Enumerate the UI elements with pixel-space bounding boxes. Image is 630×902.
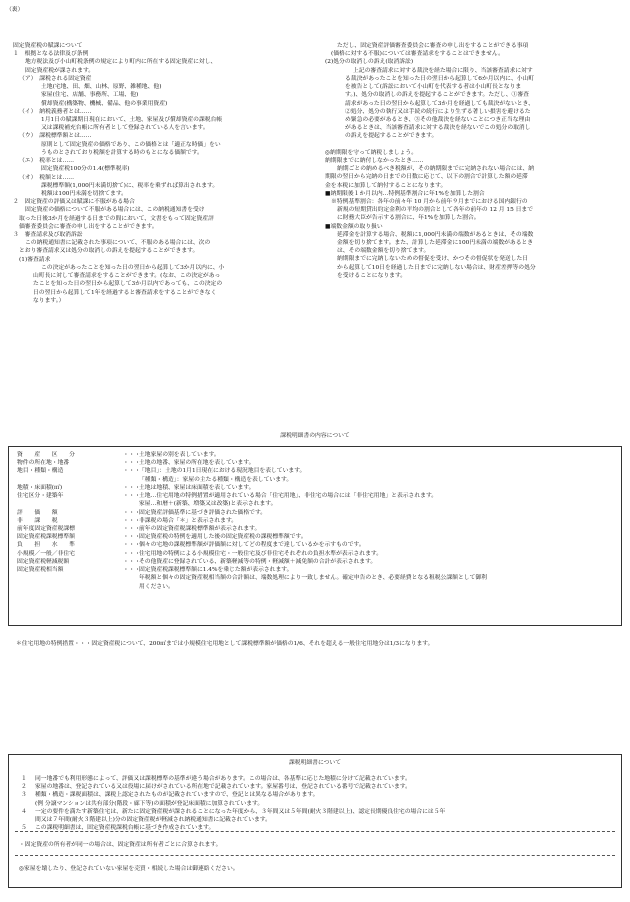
text-line: を受けることになります。 — [337, 272, 407, 279]
meisai-row-label: 前年度固定資産税課標 — [17, 525, 75, 532]
saimoku-item-number: １ — [21, 776, 27, 782]
meisai-row-separator — [123, 476, 139, 484]
header-label: （裏） — [6, 7, 24, 13]
text-line: ■納期限後１か月以内…特例基準割合に年1%を加算した割合 — [325, 190, 485, 197]
meisai-row — [17, 550, 487, 558]
meisai-row-label: 小規模／一般／非住宅 — [17, 550, 75, 557]
tax-notice-left-column — [13, 42, 311, 305]
meisai-row-label: 固定資産税課税標準額 — [17, 534, 75, 541]
meisai-rows — [17, 451, 487, 591]
meisai-footnote: ＊住宅用地の特例措置・・・固定資産税について、200㎡までは小規模住宅用地として課税標準額が価格の1/6、それを超える一般住宅用地分は1/3になります。 — [16, 641, 434, 647]
text-line: なります。） — [33, 297, 65, 304]
text-line: は、その端数金額を切り捨てます。 — [337, 248, 430, 255]
meisai-row — [17, 541, 487, 549]
meisai-row-separator: ・・・ — [123, 534, 141, 541]
text-line: す。)、処分の取消しの訴えを提起することができます。ただし、①審査 — [345, 92, 529, 99]
saimoku-box — [8, 754, 622, 888]
text-line: （ウ） 課税標準額とは…… — [19, 133, 92, 140]
text-line: うものとされており税額を計算する時のもとになる価額です。 — [41, 149, 203, 156]
saimoku-item-text: この課税明細書は、固定資産税課税台帳に基づき作成されています。 — [35, 825, 215, 832]
meisai-row-label: 地積・床面積(㎡) — [17, 484, 63, 491]
saimoku-item-text: (例 分譲マンションは共有部分(階段・廊下等)の面積が登記床面積に加算されています。 — [35, 800, 264, 807]
meisai-row-separator — [123, 574, 139, 582]
text-line — [325, 141, 625, 149]
meisai-row-separator — [123, 583, 139, 591]
text-line: 山町長に対して審査請求をすることができます。(なお、この決定があっ — [33, 273, 221, 280]
text-line: め緊急の必要があるとき、③その他裁決を経ないことにつき正当な理由 — [345, 116, 531, 123]
text-line: ただし、固定資産評価審査委員会に審査の申し出をすることができる事項 — [337, 43, 529, 49]
tax-notice-right-column — [325, 42, 625, 280]
text-line: 1月1日の賦課期日現在において、土地、家屋及び償却資産の課税台帳 — [41, 116, 223, 123]
text-line: 土地(宅地、田、畑、山林、原野、雑種地、他) — [41, 84, 162, 91]
text-line: （イ） 納税義務者とは…… — [19, 108, 92, 115]
text-line: とおり審査請求又は処分の取消しの訴えを提起することができます。 — [19, 248, 199, 255]
text-line: ２ 固定資産の評価又は賦課に不服がある場合 — [13, 199, 135, 206]
saimoku-item-number: ４ — [21, 808, 27, 815]
meisai-row — [17, 500, 487, 508]
text-line: 地方税法及び小山町税条例の規定により町内に所在する固定資産に対し、 — [25, 59, 217, 66]
saimoku-item-text: 間又は７年間(耐火３階建以上)分の固定資産税が軽減され納税通知書に記載されています。 — [35, 817, 271, 824]
meisai-row-text: 固定資産税の特例を適用した後の固定資産税の課税標準額です。 — [139, 534, 307, 541]
text-line: を被告として(訴訟において小山町を代表する者は小山町長となりま — [345, 84, 522, 91]
saimoku-item — [21, 783, 445, 791]
meisai-row — [17, 492, 487, 500]
text-line: 納期ごとの納めるべき税額が、その納期限までに完納されない場合には、納 — [337, 166, 535, 173]
meisai-row-label — [17, 583, 123, 591]
meisai-row-separator: ・・・ — [123, 484, 141, 491]
saimoku-item — [21, 800, 445, 808]
meisai-row — [17, 451, 487, 459]
meisai-row-text: 年税額と個々の固定資産税相当額の合計額は、端数処理により一致しません。確定申告のとき、必要経費となる租税公課額として御利 — [139, 575, 487, 582]
divider — [15, 855, 615, 856]
meisai-row — [17, 476, 487, 484]
meisai-row-text: 個々の宅地の課税標準額が評価額に対してどの程度まで達しているかを示すものです。 — [139, 542, 365, 549]
meisai-row-label: 固定資産税相当額 — [17, 567, 64, 574]
meisai-row-text: 「地目」：土地の1月1日現在における現況地目を表しています。 — [139, 468, 306, 475]
meisai-row — [17, 467, 487, 475]
meisai-row-label — [17, 500, 123, 508]
meisai-row-separator: ・・・ — [123, 493, 141, 500]
text-line: 納期限までに納付しなかったとき…… — [325, 157, 424, 164]
text-line: 日の翌日から起算して1年を経過すると審査請求をすることができなく — [33, 289, 217, 296]
meisai-row-label: 物件の所在地・地番 — [17, 460, 70, 467]
saimoku-item-number — [21, 800, 35, 808]
meisai-row-label — [17, 476, 123, 484]
saimoku-item — [21, 775, 445, 783]
meisai-row-label: 固定資産税軽減税額 — [17, 558, 70, 565]
meisai-row-separator: ・・・ — [123, 525, 141, 532]
meisai-row-label: 資 産 区 分 — [17, 452, 75, 458]
text-line: ■端数金額の取り扱い — [325, 223, 383, 230]
saimoku-items — [21, 775, 445, 833]
meisai-row — [17, 525, 487, 533]
text-line: があるときは、当該審査請求に対する裁決を経ないでこの処分の取消し — [345, 125, 531, 132]
text-line: 金額を切り捨てます。また、計算した延滞金に100円未満の端数があるとき — [337, 240, 534, 247]
saimoku-item — [21, 816, 445, 824]
meisai-row-text: 用ください。 — [139, 583, 174, 590]
text-line: ②処分、処分の執行又は手続の続行により生ずる著しい損害を避けるた — [345, 108, 531, 115]
saimoku-title: 課税明細書について — [288, 760, 342, 766]
meisai-row-text: 前年の固定資産税課税標準額が表示されます。 — [139, 525, 261, 532]
meisai-row-text: 土地は地積、家屋は床面積を表しています。 — [139, 484, 255, 491]
text-line: この納税通知書に記載された事項について、不服のある場合には、次の — [25, 240, 211, 247]
saimoku-item-text: 家屋の地番は、登記されている又は役場に届けがされている所在地で記載されています。家屋番号は、登記されている番号で記載されています。 — [35, 784, 411, 791]
meisai-row — [17, 517, 487, 525]
meisai-row-text: その他資産に登録されている、新築軽減等の特例・軽減額＋減免額の合計が表示されます。 — [139, 558, 377, 565]
saimoku-item — [21, 791, 445, 799]
text-line: 固定資産税100分の1.4(標準税率) — [41, 166, 130, 173]
text-line: 納期限までに完納しないための督促を受け、かつその督促状を発送した日 — [337, 256, 529, 263]
meisai-row-separator: ・・・ — [123, 550, 141, 557]
meisai-row-separator: ・・・ — [123, 452, 141, 458]
text-line: から起算して10日を経過した日までに完納しない場合は、財産差押等の処分 — [337, 264, 536, 271]
saimoku-note-owner: ・固定資産の所有者が同一の場合は、固定資産は所有者ごとに合算されます。 — [19, 842, 222, 848]
text-line: 税額は100円未満を切捨てます。 — [41, 190, 127, 197]
text-line: の訴えを提起することができます。 — [345, 133, 438, 140]
text-line: (価格に対する不服)については審査請求をすることはできません。 — [331, 51, 504, 58]
meisai-row-text: 土地の地番、家屋の所在地を表しています。 — [139, 460, 255, 467]
meisai-row-separator: ・・・ — [123, 567, 141, 574]
meisai-row-label — [17, 574, 123, 582]
text-line: (2)処分の取消しの訴え(取消訴訟) — [325, 59, 414, 66]
meisai-row-text: 固定資産税課税標準額に1.4%を乗じた額が表示されます。 — [139, 567, 293, 574]
meisai-box — [8, 446, 622, 626]
text-line: （エ） 税率とは…… — [19, 158, 75, 165]
saimoku-item — [21, 808, 445, 816]
meisai-row-label: 評 価 額 — [17, 509, 58, 516]
meisai-row-separator: ・・・ — [123, 558, 141, 565]
text-line: 上記の審査請求に対する裁決を経た場合に限り、当該審査請求に対す — [353, 67, 533, 74]
divider — [15, 831, 615, 832]
text-line: 延滞金を計算する場合、税額に1,000円未満の端数があるときは、その端数 — [337, 231, 534, 238]
meisai-row-text: 固定資産評価基準に基づき評価された価格です。 — [139, 509, 267, 516]
text-line: に財務大臣が告示する割合に、年1%を加算した割合。 — [337, 215, 480, 222]
meisai-row — [17, 509, 487, 517]
text-line: 金を本税に加算して納付することになります。 — [325, 182, 447, 189]
meisai-row-text: 土地家屋の別を表しています。 — [139, 452, 220, 458]
saimoku-note-contact: ◎家屋を壊したり、登記されていない家屋を売買・相続した場合は御連絡ください。 — [19, 866, 239, 872]
text-line: 家屋(住宅、店舗、事務所、工場、他) — [41, 92, 139, 99]
saimoku-item-text: 一定の要件を満たす新築住宅は、新たに固定資産税が課されることになった年度から、３年間又は５年間(耐火３階建以上)、認定長期優良住宅の場合には５年 — [35, 808, 446, 815]
meisai-row-text: 「種類・構造」：家屋の主たる種類・構造を表しています。 — [139, 476, 293, 483]
text-line: 新規の短期貸出約定金利の平均の割合として各年の前年の 12 月 15 日まで — [337, 207, 534, 214]
text-line: 又は課税補充台帳に所有者として登録されている人を言います。 — [41, 125, 209, 132]
saimoku-item-number: ３ — [21, 792, 27, 799]
saimoku-item-text: 種類・構造・課税面積は、課税上認定されたものが記載されていますので、登記とは異なる場合があります。 — [35, 792, 319, 799]
text-line: 固定資産の価格について不服がある場合には、この納税通知書を受け — [25, 207, 205, 214]
meisai-row-text: 土地…住宅用地の特例措置が適用されている場合「住宅用地」、非住宅の場合には「非住宅用地」と表示されます。 — [139, 493, 438, 500]
text-line: 原則として固定資産の価格であり、この価格とは「適正な時価」をい — [41, 141, 221, 148]
meisai-section-title: 課税明細書の内容について — [280, 433, 350, 439]
meisai-row — [17, 566, 487, 574]
meisai-row-text: 非課税の場合「＊」と表示されます。 — [139, 517, 238, 524]
text-line: 価審査委員会に審査の申し出をすることができます。 — [19, 223, 158, 230]
meisai-row-label: 非 課 税 — [17, 517, 58, 524]
meisai-row — [17, 583, 487, 591]
meisai-row-separator — [123, 500, 139, 508]
text-line: 固定資産税の賦課について — [13, 43, 83, 49]
meisai-row-separator: ・・・ — [123, 468, 141, 475]
meisai-row — [17, 574, 487, 582]
meisai-row — [17, 459, 487, 467]
meisai-row-separator: ・・・ — [123, 542, 141, 549]
text-line: 償却資産(構築物、機械、備品、他の事業用資産) — [41, 100, 168, 107]
saimoku-item-text: 同一地番でも利用形態によって、評価又は課税標準の基準が違う場合があります。この場合は、各基準に応じた地積に分けて記載されています。 — [35, 776, 411, 782]
meisai-row-separator: ・・・ — [123, 509, 141, 516]
text-line: この決定があったことを知った日の翌日から起算して3か月以内に、小 — [41, 264, 225, 271]
text-line: ※特例基準割合：各年の前々年 10 月から前年９月までにおける国内銀行の — [331, 198, 528, 205]
saimoku-item-number — [21, 816, 35, 824]
text-line: 期限の翌日から完納の日までの日数に応じて、以下の割合で計算した額の延滞 — [325, 174, 528, 181]
text-line: ◎納期限を守って納税しましょう。 — [325, 149, 418, 156]
text-line: たことを知った日の翌日から起算して3か月以内であっても、この決定の — [33, 281, 223, 288]
meisai-row-label: 地目・種類・構造 — [17, 468, 64, 475]
meisai-row-text: 住宅用地の特例による小規模住宅・一般住宅及び非住宅それぞれの負担水準が表示されます。 — [139, 550, 383, 557]
text-line: 課税標準額(1,000円未満切捨て)に、税率を乗ずれば算出されます。 — [41, 182, 219, 189]
text-line: る裁決があったことを知った日の翌日から起算して6か月以内に、小山町 — [345, 75, 535, 82]
text-line: 固定資産税が課されます。 — [25, 67, 95, 74]
meisai-row-separator: ・・・ — [123, 460, 141, 467]
text-line: (1)審査請求 — [19, 256, 51, 263]
meisai-row-label: 住宅区分・建築年 — [17, 493, 64, 500]
text-line: （ア） 課税される固定資産 — [19, 75, 92, 82]
text-line: １ 根拠となる法律及び条例 — [13, 51, 89, 58]
meisai-row-label: 負 担 水 準 — [17, 542, 75, 549]
meisai-row-separator: ・・・ — [123, 517, 141, 524]
meisai-row-text: 家屋…和暦＋(新築、増築又は改築)と表示されます。 — [139, 501, 277, 508]
text-line: 取った日後3か月を経過する日までの間において、文書をもって固定資産評 — [19, 215, 214, 222]
saimoku-item-number: ２ — [21, 784, 27, 791]
text-line: 請求があった日の翌日から起算して3か月を経過しても裁決がないとき、 — [345, 100, 534, 107]
saimoku-item-number: ５ — [21, 825, 27, 832]
text-line: （オ） 税額とは…… — [19, 174, 75, 181]
meisai-row — [17, 484, 487, 492]
text-line: ３ 審査請求及び取消訴訟 — [13, 232, 83, 239]
meisai-row — [17, 558, 487, 566]
meisai-row — [17, 533, 487, 541]
